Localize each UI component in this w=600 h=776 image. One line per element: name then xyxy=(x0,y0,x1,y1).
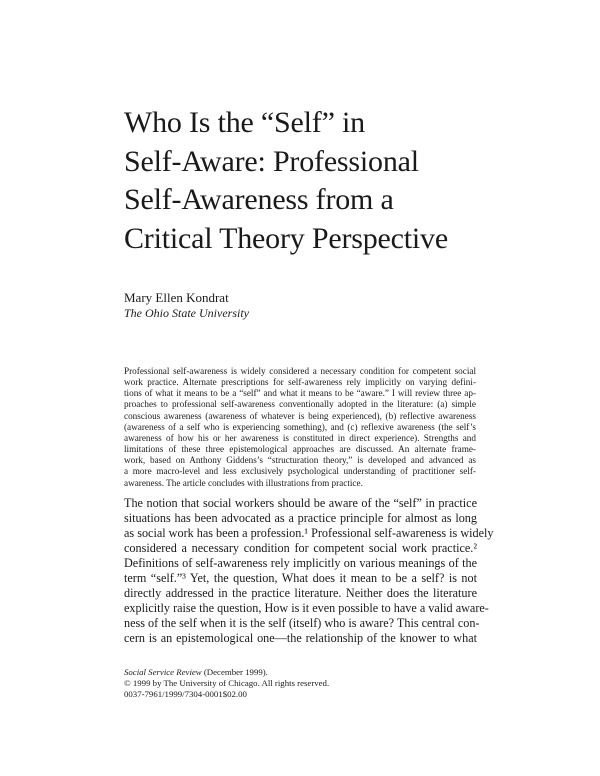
title-line: Critical Theory Perspective xyxy=(124,221,448,255)
body-line: Definitions of self-awareness rely implicitly on various meanings of the xyxy=(124,556,477,570)
abstract-line: proaches to professional self-awareness conventionally adopted in the literature: (a) simple xyxy=(124,399,476,410)
body-line: directly addressed in the practice literature. Neither does the literature xyxy=(124,586,477,600)
journal-citation xyxy=(124,667,476,678)
body-line: cern is an epistemological one—the relationship of the knower to what xyxy=(124,631,477,645)
author-name: Mary Ellen Kondrat xyxy=(124,290,229,305)
abstract-line: (awareness of a self who is experiencing something), and (c) reflexive awareness (the self’s xyxy=(124,421,476,432)
abstract-line: work practice. Alternate prescriptions for self-awareness rely implicitly on varying defini- xyxy=(124,377,476,388)
body-line: ness of the self when it is the self (itself) who is aware? This central con- xyxy=(124,616,480,630)
body-line: situations has been advocated as a practice principle for almost as long xyxy=(124,511,477,525)
body-line: term “self.”³ Yet, the question, What does it mean to be a self? is not xyxy=(124,571,477,585)
abstract-line: work, based on Anthony Giddens’s “structuration theory,” is developed and advanced as xyxy=(124,455,476,466)
abstract-line: tions of what it means to be a “self” and what it means to be “aware.” I will review three ap- xyxy=(124,388,476,399)
body-line: as social work has been a profession.¹ Professional self-awareness is widely xyxy=(124,526,494,540)
publication-footer xyxy=(124,667,476,700)
title-line: Who Is the “Self” in xyxy=(124,106,365,139)
journal-name: Social Service Review xyxy=(124,667,202,677)
title-line: Self-Awareness from a xyxy=(124,183,394,216)
journal-date: (December 1999). xyxy=(201,667,268,677)
abstract xyxy=(124,366,476,489)
body-line: The notion that social workers should be aware of the “self” in practice xyxy=(124,496,477,510)
article-title xyxy=(124,104,544,258)
body-line: considered a necessary condition for competent social work practice.² xyxy=(124,541,477,555)
article-code: 0037-7961/1999/7304-0001$02.00 xyxy=(124,689,247,699)
abstract-line: limitations of these three epistemological approaches are discussed. An alternate frame- xyxy=(124,444,476,455)
abstract-line: Professional self-awareness is widely considered a necessary condition for competent social xyxy=(124,366,476,376)
abstract-line: conscious awareness (awareness of whatever is being experienced), (b) reflective awareness xyxy=(124,410,476,421)
title-line: Self-Aware: Professional xyxy=(124,144,419,178)
copyright-line: © 1999 by The University of Chicago. All rights reserved. xyxy=(124,678,330,688)
body-text xyxy=(124,496,494,646)
abstract-line: a more macro-level and less exclusively psychological understanding of practitioner self- xyxy=(124,466,476,477)
body-line: explicitly raise the question, How is it even possible to have a valid aware- xyxy=(124,601,489,615)
abstract-line: awareness of how his or her awareness is constituted in direct experience). Strengths and xyxy=(124,432,476,443)
abstract-line: awareness. The article concludes with illustrations from practice. xyxy=(124,477,363,488)
author-affiliation: The Ohio State University xyxy=(124,306,249,320)
